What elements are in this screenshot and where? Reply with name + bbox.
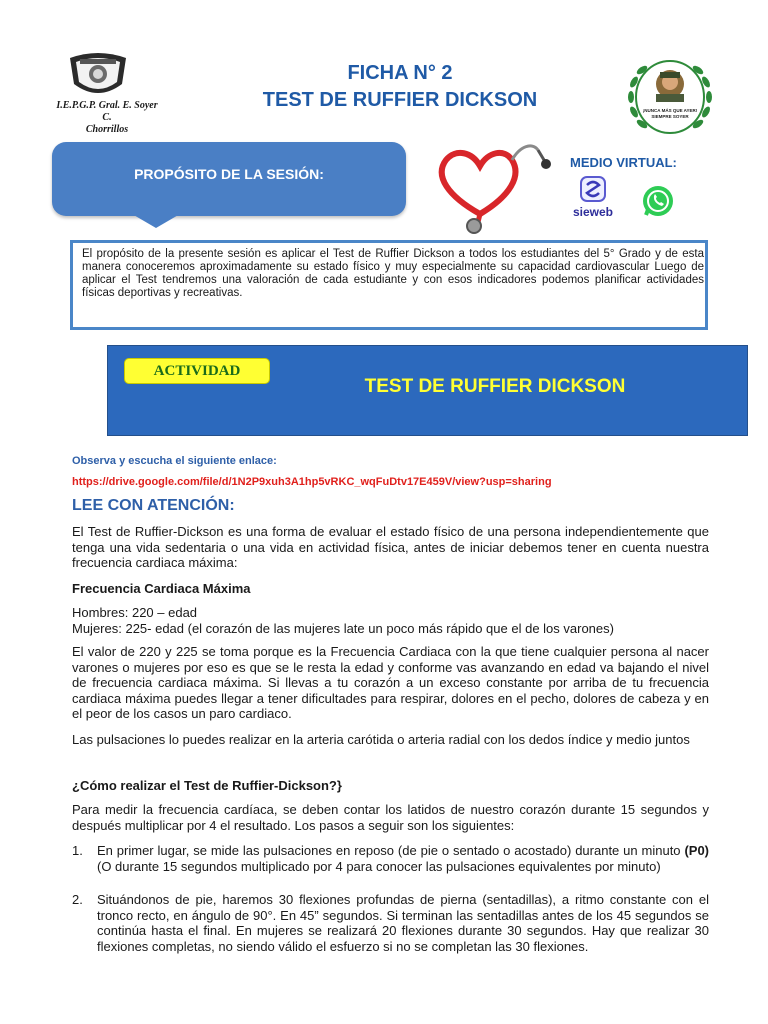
emblem-motto-line1: ¡NUNCA MÁS QUE AYER! (642, 108, 698, 113)
sieweb-text: sieweb (572, 205, 614, 219)
emblem-motto-line2: SIEMPRE SOYER (651, 114, 689, 119)
activity-badge: ACTIVIDAD (124, 358, 270, 384)
women-formula: Mujeres: 225- edad (el corazón de las mujeres late un poco más rápido que el de los varones) (72, 621, 614, 636)
men-formula: Hombres: 220 – edad (72, 605, 198, 620)
stethoscope-heart-icon (428, 136, 558, 236)
step-number: 1. (72, 843, 83, 858)
school-name-line2: Chorrillos (85, 124, 129, 135)
page-subtitle: TEST DE RUFFIER DICKSON (262, 89, 538, 111)
page-title: FICHA N° 2 (347, 62, 453, 84)
how-to-test-heading: ¿Cómo realizar el Test de Ruffier-Dickson?} (72, 778, 342, 793)
step-text-part: En primer lugar, se mide las pulsaciones en reposo (de pie o sentado o acostado) durante un minuto (97, 843, 685, 858)
sieweb-logo[interactable] (564, 175, 622, 221)
observe-instruction: Observa y escucha el siguiente enlace: (72, 455, 277, 467)
step-text (97, 843, 709, 874)
laurel-emblem (620, 52, 720, 142)
purpose-title: PROPÓSITO DE LA SESIÓN: (134, 166, 324, 182)
max-heart-rate-heading: Frecuencia Cardiaca Máxima (72, 581, 251, 596)
step-bold-p0: (P0) (684, 843, 709, 858)
activity-title: TEST DE RUFFIER DICKSON (364, 376, 626, 397)
read-carefully-heading: LEE CON ATENCIÓN: (72, 497, 235, 514)
step-text-part: (O durante 15 segundos multiplicado por 4 para conocer las pulsaciones equivalentes por minuto) (97, 858, 661, 874)
purpose-callout-tail (132, 214, 180, 228)
school-crest-logo (66, 50, 130, 102)
intro-paragraph: El Test de Ruffier-Dickson es una forma de evaluar el estado físico de una persona independientemente que tenga una vida sedentaria o una vida en actividad física, antes de iniciar debemos tener en cuenta nuestra frecuencia cardiaca máxima: (72, 524, 709, 570)
drive-video-link[interactable]: https://drive.google.com/file/d/1N2P9xuh3A1hp5vRKC_wqFuDtv17E459V/view?usp=sharing (72, 476, 552, 488)
purpose-text: El propósito de la presente sesión es aplicar el Test de Ruffier Dickson a todos los estudiantes del 5° Grado y de esta manera conoceremos aproximadamente su estado físico y muy especialmente su capacidad cardiovascular Luego de aplicar el Test tendremos una valoración de cada estudiante y con esos indicadores podemos planificar actividades físicas deportivas y recreativas. (82, 248, 704, 299)
medio-virtual-label: MEDIO VIRTUAL: (570, 155, 677, 170)
school-name-line1: I.E.P.G.P. Gral. E. Soyer C. (56, 100, 158, 123)
measure-instructions-paragraph: Para medir la frecuencia cardíaca, se deben contar los latidos de nuestro corazón durante 15 segundos y después multiplicar por 4 el resultado. Los pasos a seguir son los siguientes: (72, 802, 709, 833)
pulse-location-paragraph: Las pulsaciones lo puedes realizar en la arteria carótida o arteria radial con los dedos índice y medio juntos (72, 732, 690, 747)
school-name (52, 100, 162, 136)
step-number: 2. (72, 892, 83, 907)
whatsapp-icon[interactable] (640, 183, 676, 219)
step-text: Situándonos de pie, haremos 30 flexiones profundas de pierna (sentadillas), a ritmo constante con el tronco recto, en ángulo de 90°. En 45” segundos. Si terminan las sentadillas antes de los 45 segundos se continúa hasta el final. En mujeres se realizará 20 flexiones durante 30 segundos. Hay que realizar 30 flexiones completas, no siendo válido el esfuerzo si no se completan las 30 flexiones. (97, 892, 709, 954)
heart-rate-explanation-paragraph: El valor de 220 y 225 se toma porque es la Frecuencia Cardiaca con la que tiene cualquier persona al nacer varones o mujeres por eso es que se le resta la edad y conforme vas avanzando en edad va bajando el nivel de frecuencia cardiaca máxima. Si llevas a tu corazón a un exceso constante por arriba de tu frecuencia cardiaca máxima puedes llegar a tener dificultades para respirar, dolores en el pecho, dolores de cabeza y en el peor de los casos un paro cardiaco. (72, 644, 709, 721)
